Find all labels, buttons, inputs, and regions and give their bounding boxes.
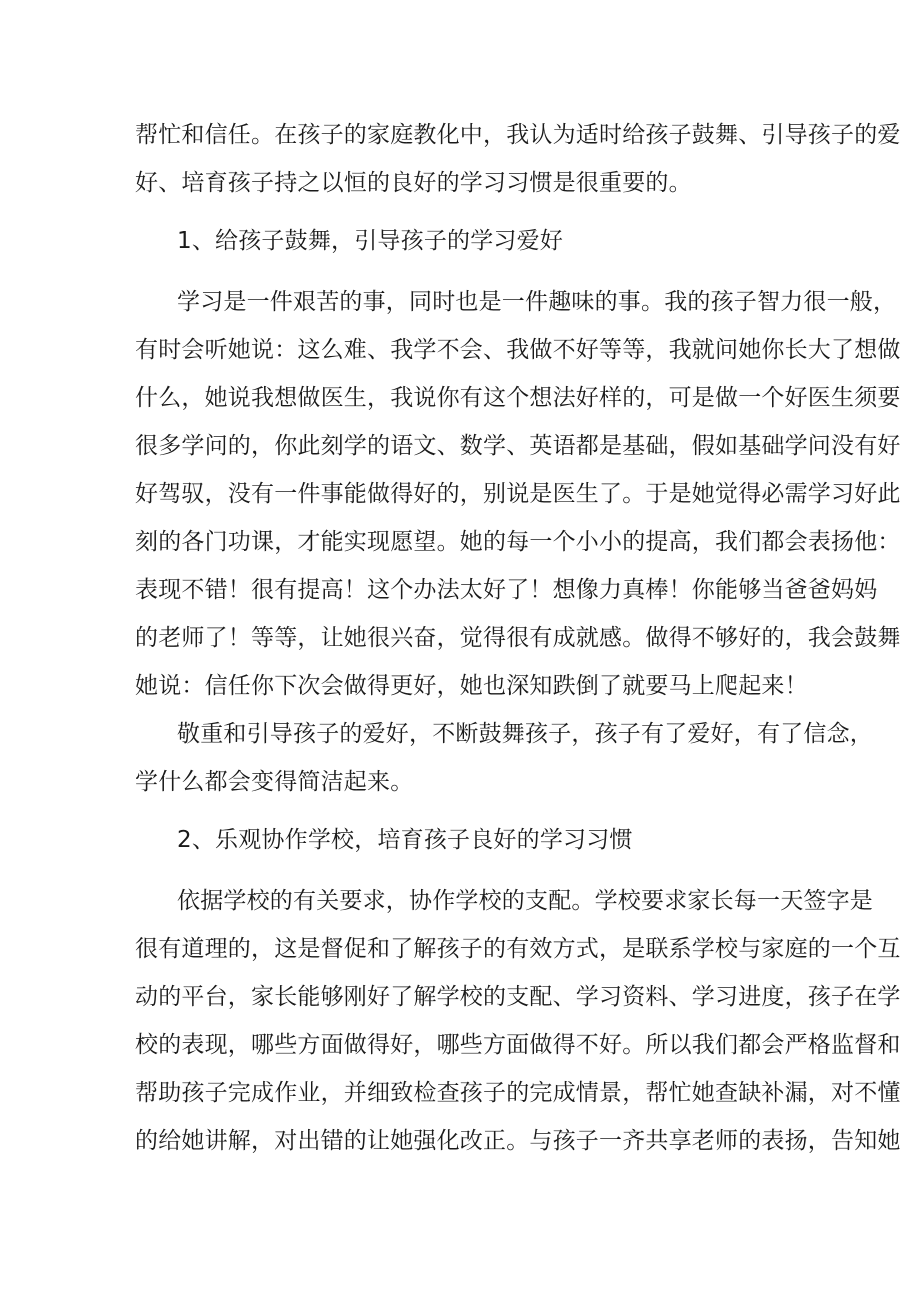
text-line: 什么，她说我想做医生，我说你有这个想法好样的，可是做一个好医生须要 xyxy=(135,385,901,411)
text-line: 好驾驭，没有一件事能做得好的，别说是医生了。于是她觉得必需学习好此 xyxy=(135,481,901,507)
text-line: 很多学问的，你此刻学的语文、数学、英语都是基础，假如基础学问没有好 xyxy=(135,433,901,459)
section-heading: 1、给孩子鼓舞，引导孩子的学习爱好 xyxy=(177,228,564,254)
text-line: 帮忙和信任。在孩子的家庭教化中，我认为适时给孩子鼓舞、引导孩子的爱 xyxy=(135,122,901,148)
text-line: 表现不错！很有提高！这个办法太好了！想像力真棒！你能够当爸爸妈妈 xyxy=(135,577,878,603)
text-line: 帮助孩子完成作业，并细致检查孩子的完成情景，帮忙她查缺补漏，对不懂 xyxy=(135,1080,901,1106)
text-line: 好、培育孩子持之以恒的良好的学习习惯是很重要的。 xyxy=(135,170,692,196)
text-line: 校的表现，哪些方面做得好，哪些方面做得不好。所以我们都会严格监督和 xyxy=(135,1032,901,1058)
text-line: 很有道理的，这是督促和了解孩子的有效方式，是联系学校与家庭的一个互 xyxy=(135,936,901,962)
text-line: 依据学校的有关要求，协作学校的支配。学校要求家长每一天签字是 xyxy=(177,888,873,914)
section-heading: 2、乐观协作学校，培育孩子良好的学习习惯 xyxy=(177,827,633,853)
text-line: 刻的各门功课，才能实现愿望。她的每一个小小的提高，我们都会表扬他： xyxy=(135,529,901,555)
text-line: 的老师了！等等，让她很兴奋，觉得很有成就感。做得不够好的，我会鼓舞 xyxy=(135,625,901,651)
text-line: 有时会听她说：这么难、我学不会、我做不好等等，我就问她你长大了想做 xyxy=(135,337,901,363)
text-line: 敬重和引导孩子的爱好，不断鼓舞孩子，孩子有了爱好，有了信念， xyxy=(177,721,873,747)
text-line: 的给她讲解，对出错的让她强化改正。与孩子一齐共享老师的表扬，告知她 xyxy=(135,1128,901,1154)
text-line: 学习是一件艰苦的事，同时也是一件趣味的事。我的孩子智力很一般， xyxy=(177,289,897,315)
text-line: 她说：信任你下次会做得更好，她也深知跌倒了就要马上爬起来！ xyxy=(135,673,808,699)
text-line: 学什么都会变得简洁起来。 xyxy=(135,769,414,795)
text-line: 动的平台，家长能够刚好了解学校的支配、学习资料、学习进度，孩子在学 xyxy=(135,984,901,1010)
